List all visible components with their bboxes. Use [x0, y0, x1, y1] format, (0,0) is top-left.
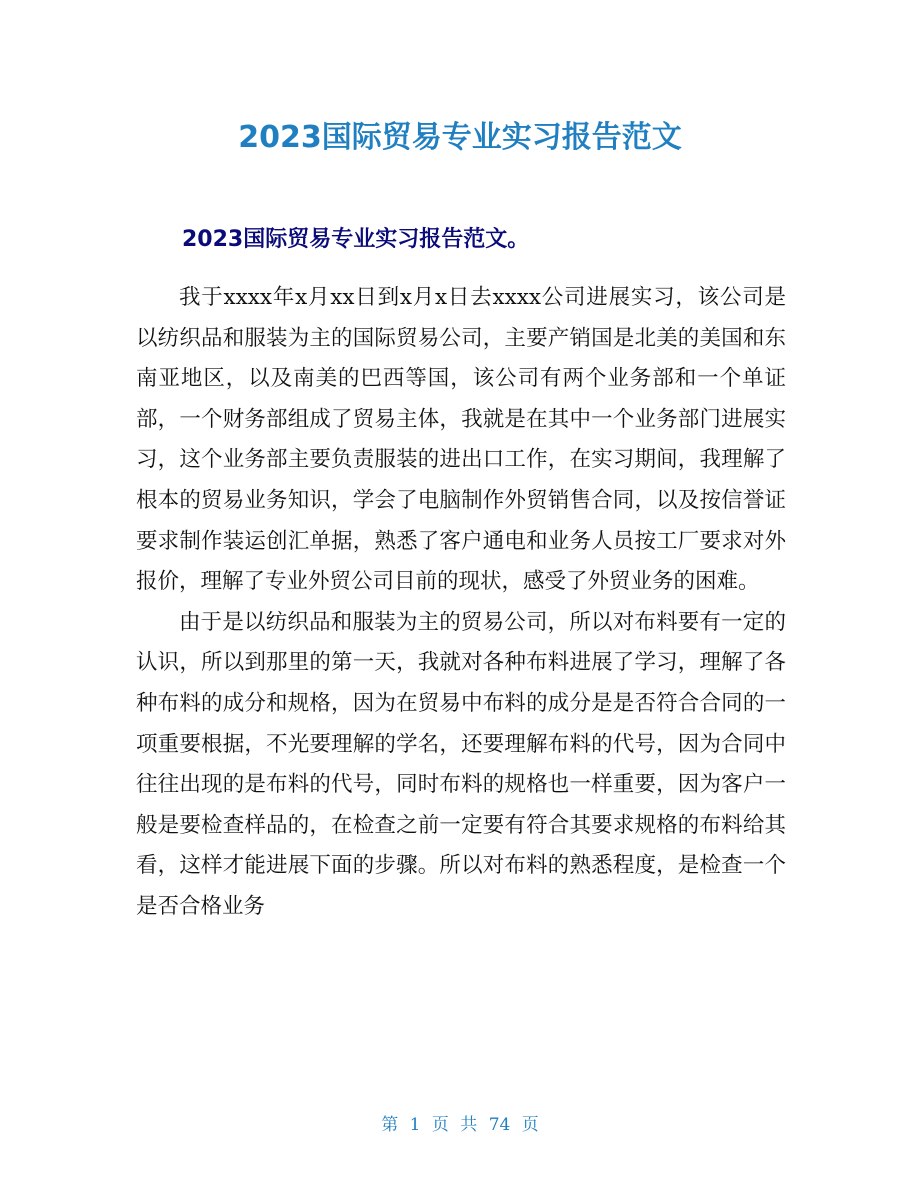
paragraph-1: 我于xxxx年x月xx日到x月x日去xxxx公司进展实习，该公司是以纺织品和服装为主的国际贸易公司，主要产销国是北美的美国和东南亚地区，以及南美的巴西等国，该公司有两个业务部和一个单证部，一个财务部组成了贸易主体，我就是在其中一个业务部门进展实习，这个业务部主要负责服装的进出口工作，在实习期间，我理解了根本的贸易业务知识，学会了电脑制作外贸销售合同，以及按信誉证要求制作装运创汇单据，熟悉了客户通电和业务人员按工厂要求对外报价，理解了专业外贸公司目前的现状，感受了外贸业务的困难。	[136, 285, 786, 595]
document-subheading: 2023国际贸易专业实习报告范文。	[182, 227, 530, 252]
document-title: 2023国际贸易专业实习报告范文	[238, 120, 682, 155]
document-body	[136, 278, 786, 928]
paragraph-2: 由于是以纺织品和服装为主的贸易公司，所以对布料要有一定的认识，所以到那里的第一天，我就对各种布料进展了学习，理解了各种布料的成分和规格，因为在贸易中布料的成分是是否符合合同的一项重要根据，不光要理解的学名，还要理解布料的代号，因为合同中往往出现的是布料的代号，同时布料的规格也一样重要，因为客户一般是要检查样品的，在检查之前一定要有符合其要求规格的布料给其看，这样才能进展下面的步骤。所以对布料的熟悉程度，是检查一个是否合格业务	[136, 609, 786, 919]
page-number-footer: 第 1 页 共 74 页	[381, 1115, 539, 1135]
